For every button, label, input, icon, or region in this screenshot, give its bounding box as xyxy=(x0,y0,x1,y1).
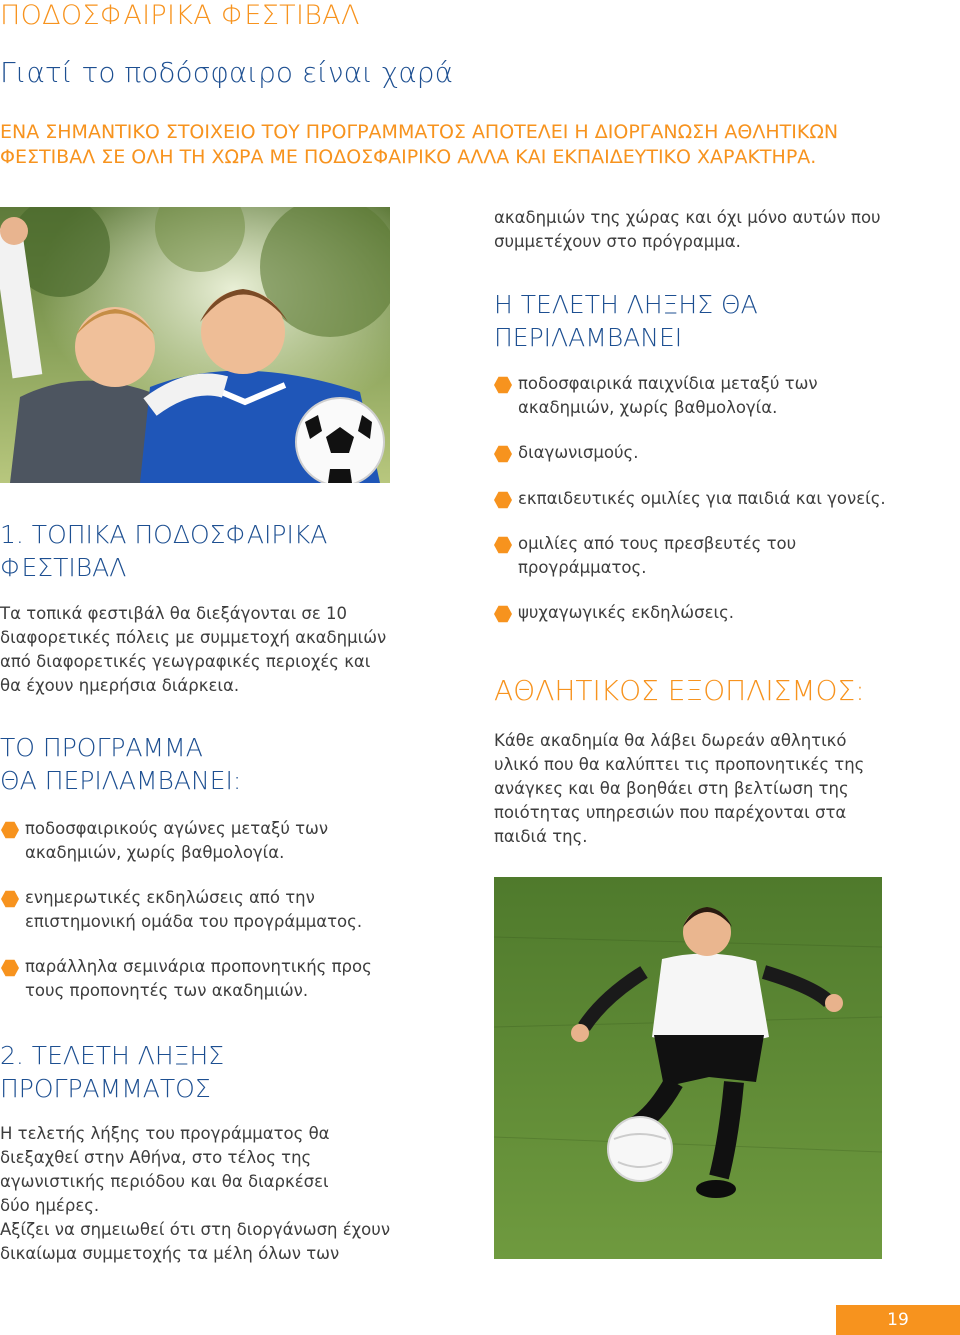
section1-heading-line1: 1. ΤΟΠΙΚΑ ΠΟΔΟΣΦΑΙΡΙΚΑ xyxy=(0,520,328,549)
equipment-body-line: Κάθε ακαδημία θα λάβει δωρεάν αθλητικό xyxy=(494,731,847,750)
bullet-text-line: ψυχαγωγικές εκδηλώσεις. xyxy=(518,603,735,622)
continuation-line: συμμετέχουν στο πρόγραμμα. xyxy=(494,232,741,251)
ceremony-heading-line2: ΠΕΡΙΛΑΜΒΑΝΕΙ xyxy=(494,323,683,352)
intro-line-2: ΦΕΣΤΙΒΑΛ ΣΕ ΟΛΗ ΤΗ ΧΩΡΑ ΜΕ ΠΟΔΟΣΦΑΙΡΙΚΟ ΑΛΛΑ ΚΑΙ ΕΚΠΑΙΔΕΥΤΙΚΟ ΧΑΡΑΚΤΗΡΑ. xyxy=(0,146,817,168)
section1-body-line: διαφορετικές πόλεις με συμμετοχή ακαδημιών xyxy=(0,628,387,647)
ceremony-bullet-3 xyxy=(494,487,886,511)
hexagon-bullet-icon xyxy=(1,959,19,977)
photo-boy-kicking-ball-image xyxy=(494,877,882,1259)
equipment-body-line: υλικό που θα καλύπτει τις προπονητικές της xyxy=(494,755,865,774)
section2-body-line: δύο ημέρες. xyxy=(0,1196,100,1215)
program-bullet-1 xyxy=(1,817,328,865)
hexagon-bullet-icon xyxy=(494,491,512,509)
photo-boy-kicking-ball xyxy=(494,877,882,1259)
ceremony-bullet-5 xyxy=(494,601,734,625)
ceremony-heading-line1: Η ΤΕΛΕΤΗ ΛΗΞΗΣ ΘΑ xyxy=(494,290,758,319)
bullet-text-line: εκπαιδευτικές ομιλίες για παιδιά και γονείς. xyxy=(518,489,886,508)
continuation-line: ακαδημιών της χώρας και όχι μόνο αυτών που xyxy=(494,208,881,227)
section2-body-line: αγωνιστικής περιόδου και θα διαρκέσει xyxy=(0,1172,329,1191)
section1-body-line: Τα τοπικά φεστιβάλ θα διεξάγονται σε 10 xyxy=(0,604,348,623)
bullet-text-line: ποδοσφαιρικούς αγώνες μεταξύ των xyxy=(25,819,329,838)
program-bullet-3 xyxy=(1,955,372,1003)
section2-heading-line2: ΠΡΟΓΡΑΜΜΑΤΟΣ xyxy=(0,1074,211,1103)
ceremony-bullet-4 xyxy=(494,532,796,580)
photo-two-boys-image xyxy=(0,207,390,483)
section2-heading xyxy=(0,1039,224,1105)
hexagon-bullet-icon xyxy=(494,376,512,394)
page-subtitle: Γιατί το ποδόσφαιρο είναι χαρά xyxy=(0,56,454,89)
program-heading-line1: ΤΟ ΠΡΟΓΡΑΜΜΑ xyxy=(0,733,203,762)
section1-body-line: από διαφορετικές γεωγραφικές περιοχές και xyxy=(0,652,371,671)
bullet-text-line: ποδοσφαιρικά παιχνίδια μεταξύ των xyxy=(518,374,818,393)
bullet-text-line: προγράμματος. xyxy=(518,558,647,577)
bullet-text-line: τους προπονητές των ακαδημιών. xyxy=(25,981,309,1000)
ceremony-heading xyxy=(494,288,758,354)
equipment-body xyxy=(494,729,864,849)
section2-body-line: διεξαχθεί στην Αθήνα, στο τέλος της xyxy=(0,1148,312,1167)
program-heading-line2: ΘΑ ΠΕΡΙΛΑΜΒΑΝΕΙ: xyxy=(0,766,242,795)
bullet-text-line: ομιλίες από τους πρεσβευτές του xyxy=(518,534,797,553)
equipment-body-line: ανάγκες και θα βοηθάει στη βελτίωση της xyxy=(494,779,849,798)
hexagon-bullet-icon xyxy=(1,890,19,908)
ceremony-bullet-1 xyxy=(494,372,818,420)
bullet-text-line: διαγωνισμούς. xyxy=(518,443,639,462)
ceremony-bullet-2 xyxy=(494,441,638,465)
continuation-text xyxy=(494,206,881,254)
equipment-body-line: παιδιά της. xyxy=(494,827,588,846)
section1-heading xyxy=(0,518,327,584)
bullet-text-line: ενημερωτικές εκδηλώσεις από την xyxy=(25,888,315,907)
hexagon-bullet-icon xyxy=(494,536,512,554)
section2-body-line: δικαίωμα συμμετοχής τα μέλη όλων των xyxy=(0,1244,340,1263)
section1-heading-line2: ΦΕΣΤΙΒΑΛ xyxy=(0,553,127,582)
section1-body-line: θα έχουν ημερήσια διάρκεια. xyxy=(0,676,240,695)
bullet-text-line: ακαδημιών, χωρίς βαθμολογία. xyxy=(518,398,778,417)
hexagon-bullet-icon xyxy=(1,821,19,839)
photo-two-boys xyxy=(0,207,390,483)
equipment-body-line: ποιότητας υπηρεσιών που παρέχονται στα xyxy=(494,803,847,822)
section2-body-line: Αξίζει να σημειωθεί ότι στη διοργάνωση έχουν xyxy=(0,1220,391,1239)
bullet-text-line: επιστημονική ομάδα του προγράμματος. xyxy=(25,912,363,931)
bullet-text-line: παράλληλα σεμινάρια προπονητικής προς xyxy=(25,957,372,976)
section2-body xyxy=(0,1122,390,1266)
page-title: ΠΟΔΟΣΦΑΙΡΙΚΑ ΦΕΣΤΙΒΑΛ xyxy=(0,0,360,31)
program-bullet-2 xyxy=(1,886,362,934)
page-number: 19 xyxy=(836,1305,960,1335)
program-heading xyxy=(0,731,241,797)
section2-body-line: Η τελετής λήξης του προγράμματος θα xyxy=(0,1124,330,1143)
hexagon-bullet-icon xyxy=(494,445,512,463)
intro-line-1: ΕΝΑ ΣΗΜΑΝΤΙΚΟ ΣΤΟΙΧΕΙΟ ΤΟΥ ΠΡΟΓΡΑΜΜΑΤΟΣ ΑΠΟΤΕΛΕΙ Η ΔΙΟΡΓΑΝΩΣΗ ΑΘΛΗΤΙΚΩΝ xyxy=(0,121,839,143)
equipment-heading: ΑΘΛΗΤΙΚΟΣ ΕΞΟΠΛΙΣΜΟΣ: xyxy=(494,674,865,707)
section2-heading-line1: 2. ΤΕΛΕΤΗ ΛΗΞΗΣ xyxy=(0,1041,225,1070)
hexagon-bullet-icon xyxy=(494,605,512,623)
section1-body xyxy=(0,602,386,698)
bullet-text-line: ακαδημιών, χωρίς βαθμολογία. xyxy=(25,843,285,862)
